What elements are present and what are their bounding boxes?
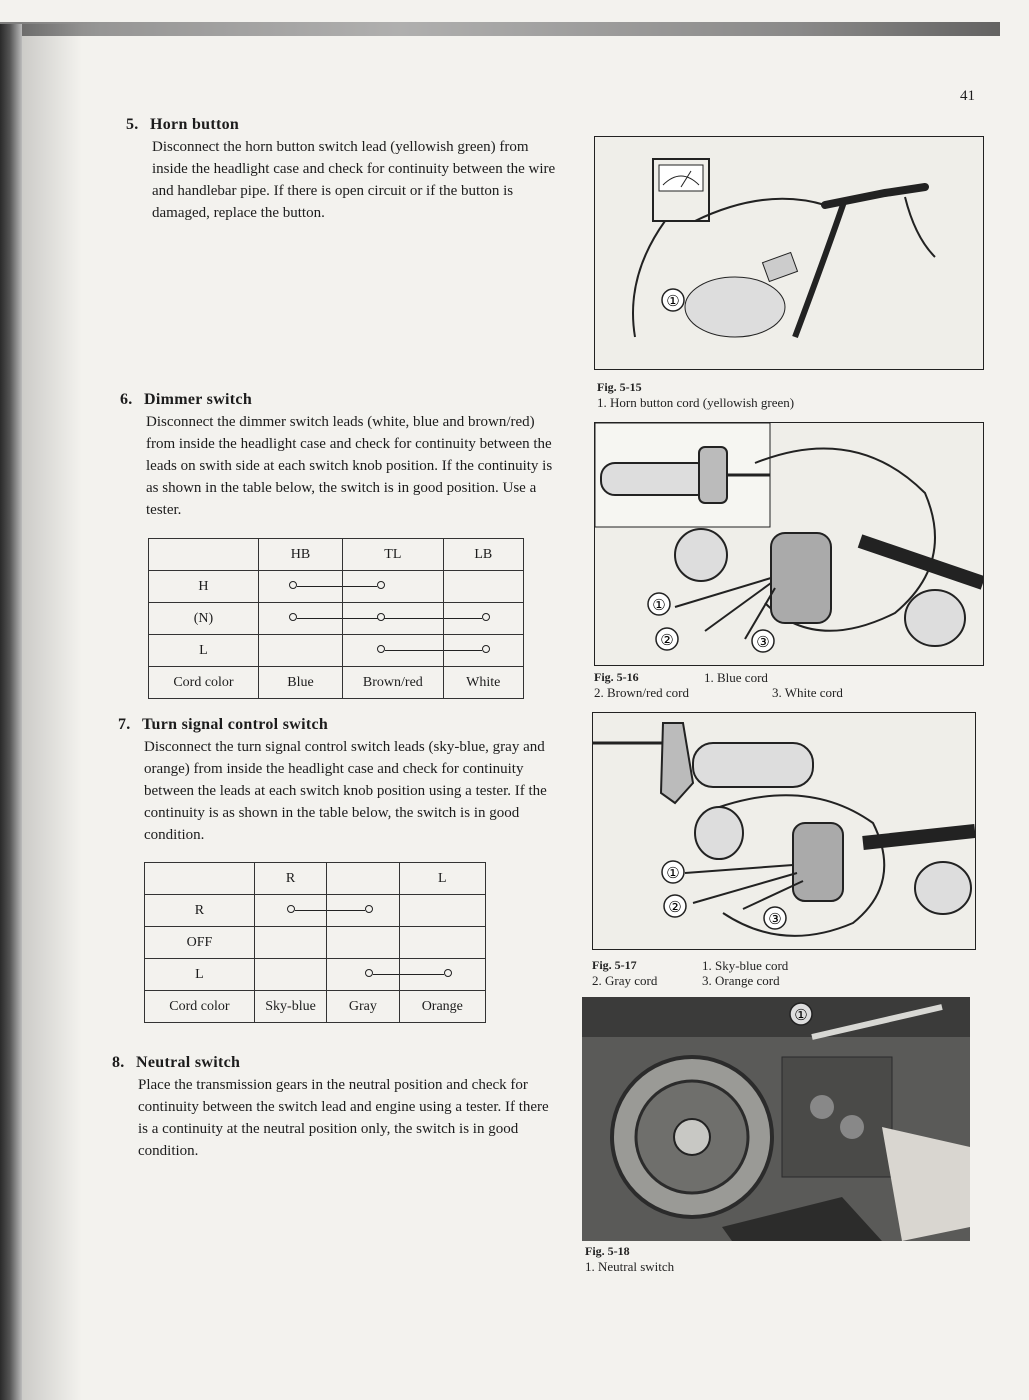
table-cell [254,895,326,927]
caption-item: 1. Horn button cord (yellowish green) [597,395,795,410]
terminal-marker [377,645,385,653]
cord-color-cell: Orange [399,991,485,1023]
table-header-cell [149,539,259,571]
scan-shadow-top [0,22,1000,36]
terminal-marker [365,905,373,913]
table-row [149,603,524,635]
section-neutral-switch [112,1054,554,1162]
table-cell [327,895,399,927]
callout-number: ① [652,596,666,614]
row-label: R [145,895,255,927]
section-heading [126,116,566,134]
terminal-marker [289,613,297,621]
section-heading [112,1054,554,1072]
caption-fig-5-16 [594,670,884,704]
continuity-line [327,910,365,911]
section-title: Turn signal control switch [142,716,329,733]
continuity-line [385,650,442,651]
scan-shadow-left [0,24,22,1400]
caption-item: 3. Orange cord [702,973,780,988]
table-row [145,991,486,1023]
section-title: Horn button [150,116,240,133]
table-cell [258,635,342,667]
continuity-line [343,618,442,619]
continuity-line [297,586,342,587]
table-header-cell: R [254,863,326,895]
table-cell [399,927,485,959]
table-cell [254,959,326,991]
figure-dimmer-switch-leads [594,422,984,666]
cord-color-label: Cord color [149,667,259,699]
figure-horn-button-test [594,136,984,370]
callout-number: ③ [756,633,770,651]
continuity-line [343,586,377,587]
figure-turn-signal-leads [592,712,976,950]
table-cell [254,927,326,959]
figure-neutral-switch-photo [582,997,970,1241]
figure-label: Fig. 5-17 [592,958,637,972]
turn-signal-continuity-table [144,862,486,1023]
table-cell [343,603,443,635]
scan-shadow-gradient [22,24,82,1400]
section-dimmer-switch [120,391,564,521]
row-label: L [145,959,255,991]
caption-fig-5-17 [592,958,882,992]
section-horn-button [126,116,566,224]
dimmer-continuity-table [148,538,524,699]
continuity-line [444,650,482,651]
cord-color-label: Cord color [145,991,255,1023]
terminal-marker [444,969,452,977]
page-number: 41 [960,88,975,104]
figure-label: Fig. 5-15 [597,380,642,394]
terminal-marker [377,581,385,589]
table-cell [399,959,485,991]
cord-color-cell: Gray [327,991,399,1023]
callout-number: ① [666,292,680,310]
table-cell [327,927,399,959]
figure-label: Fig. 5-16 [594,670,639,684]
section-number: 5. [126,116,139,133]
section-body: Disconnect the turn signal control switch leads (sky-blue, gray and orange) from inside the headlight case and check for continuity between the leads at each switch knob position using a tester. If the continuity is as shown in the table below, the switch is in good condition. [144,739,547,843]
callout-number: ② [668,898,682,916]
section-body: Disconnect the horn button switch lead (yellowish green) from inside the headlight case and check for continuity between the wire and handlebar pipe. If there is open circuit or if the button is damaged, replace the button. [152,139,556,221]
section-number: 8. [112,1054,125,1071]
continuity-line [444,618,482,619]
continuity-line [295,910,326,911]
section-number: 7. [118,716,131,733]
section-number: 6. [120,391,133,408]
terminal-marker [289,581,297,589]
row-label: H [149,571,259,603]
cord-color-cell: White [443,667,523,699]
table-header-cell: TL [343,539,443,571]
callout-number: ① [666,864,680,882]
continuity-line [297,618,342,619]
table-cell [443,603,523,635]
table-row [149,571,524,603]
section-heading [120,391,564,409]
continuity-line [373,974,398,975]
cord-color-cell: Blue [258,667,342,699]
table-cell [258,603,342,635]
section-body: Disconnect the dimmer switch leads (white, blue and brown/red) from inside the headlight case and check for continuity between the leads on swith side at each switch knob position. If the continuity is as shown in the table below, the switch is in good position. Use a tester. [146,414,553,518]
table-cell [327,959,399,991]
section-heading [118,716,558,734]
horn-test-illustration [595,137,983,369]
caption-fig-5-15 [597,380,877,410]
turn-signal-leads-illustration [593,713,975,949]
section-turn-signal-switch [118,716,558,846]
table-header-cell: L [399,863,485,895]
table-cell [343,635,443,667]
terminal-marker [287,905,295,913]
caption-item: 3. White cord [772,685,843,700]
table-cell [258,571,342,603]
callout-number: ③ [768,910,782,928]
section-title: Dimmer switch [144,391,253,408]
table-row [145,927,486,959]
table-header-cell: LB [443,539,523,571]
terminal-marker [482,645,490,653]
table-cell [399,895,485,927]
caption-fig-5-18 [585,1244,835,1274]
table-cell [443,635,523,667]
caption-item: 1. Sky-blue cord [702,958,789,973]
section-title: Neutral switch [136,1054,241,1071]
row-label: (N) [149,603,259,635]
caption-item: 1. Neutral switch [585,1259,675,1274]
callout-number: ① [794,1006,808,1024]
table-row [149,667,524,699]
callout-number: ② [660,631,674,649]
table-row [145,959,486,991]
table-row [145,895,486,927]
caption-item: 2. Brown/red cord [594,685,689,700]
table-header-cell [145,863,255,895]
table-cell [343,571,443,603]
terminal-marker [482,613,490,621]
figure-label: Fig. 5-18 [585,1244,630,1258]
caption-item: 1. Blue cord [704,670,768,685]
cord-color-cell: Sky-blue [254,991,326,1023]
row-label: L [149,635,259,667]
table-row [149,635,524,667]
terminal-marker [377,613,385,621]
continuity-line [400,974,444,975]
terminal-marker [365,969,373,977]
table-cell [443,571,523,603]
row-label: OFF [145,927,255,959]
table-header-cell: HB [258,539,342,571]
dimmer-leads-illustration [595,423,983,665]
neutral-switch-illustration [582,997,970,1241]
caption-item: 2. Gray cord [592,973,658,988]
table-header-cell [327,863,399,895]
cord-color-cell: Brown/red [343,667,443,699]
section-body: Place the transmission gears in the neutral position and check for continuity between the switch lead and engine using a tester. If there is a continuity at the neutral position only, the switch is in good condition. [138,1077,549,1159]
